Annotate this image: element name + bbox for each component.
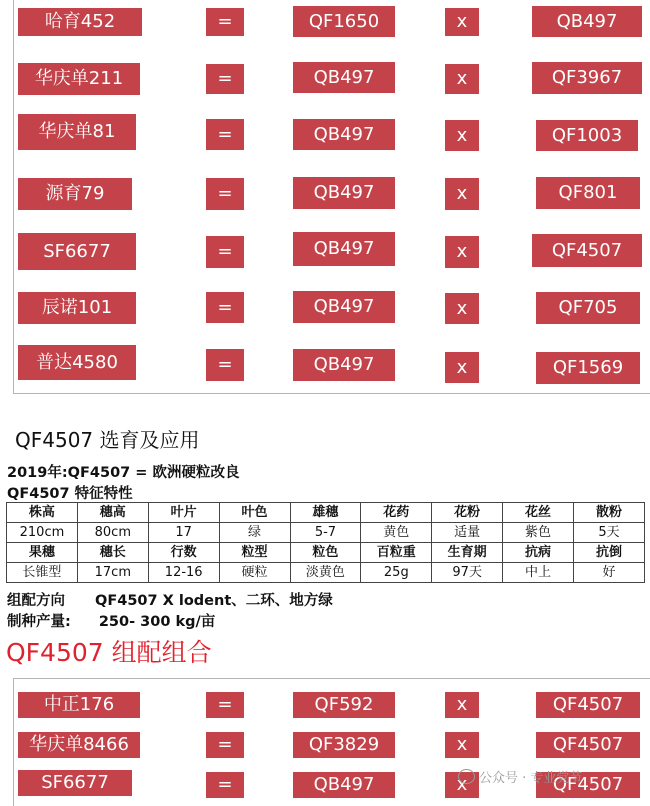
female-parent-chip: QF3829	[293, 732, 395, 758]
female-parent-chip: QB497	[293, 772, 395, 798]
male-parent-chip: QF1569	[536, 352, 640, 384]
table-cell: 粒色	[290, 543, 361, 563]
female-parent-chip: QF1650	[293, 6, 395, 37]
table-cell: 17	[148, 523, 219, 543]
table-cell: 淡黄色	[290, 563, 361, 583]
cross-chip: x	[445, 8, 479, 36]
variety-chip: 辰诺101	[18, 292, 136, 324]
table-cell: 80cm	[77, 523, 148, 543]
variety-chip: 源育79	[18, 178, 132, 210]
variety-chip: 中正176	[18, 692, 140, 718]
table-cell: 雄穗	[290, 503, 361, 523]
male-parent-chip: QF3967	[532, 62, 642, 94]
table-cell: 花丝	[503, 503, 574, 523]
table-cell: 抗倒	[574, 543, 645, 563]
table-cell: 抗病	[503, 543, 574, 563]
equals-chip: =	[206, 732, 244, 758]
table-cell: 中上	[503, 563, 574, 583]
table-cell: 百粒重	[361, 543, 432, 563]
cross-chip: x	[445, 772, 479, 798]
table-cell: 花药	[361, 503, 432, 523]
watermark-text: 公众号 · 专业党节	[479, 771, 583, 786]
table-cell: 生育期	[432, 543, 503, 563]
cross-chip: x	[445, 692, 479, 718]
variety-chip: 华庆单8466	[18, 732, 140, 758]
variety-chip: 华庆单81	[18, 114, 136, 150]
bottom-crosses-panel	[13, 678, 650, 806]
variety-chip: 普达4580	[18, 345, 136, 380]
female-parent-chip: QB497	[293, 349, 395, 381]
table-cell: 绿	[219, 523, 290, 543]
traits-table	[6, 502, 645, 583]
variety-chip: SF6677	[18, 233, 136, 270]
male-parent-chip: QF705	[536, 292, 640, 324]
variety-chip: SF6677	[18, 770, 132, 796]
table-cell: 行数	[148, 543, 219, 563]
table-cell: 散粉	[574, 503, 645, 523]
cross-chip: x	[445, 293, 479, 324]
table-cell: 紫色	[503, 523, 574, 543]
table-row	[7, 523, 645, 543]
female-parent-chip: QB497	[293, 232, 395, 266]
variety-chip: 华庆单211	[18, 63, 140, 95]
traits-title: QF4507 特征特性	[7, 486, 133, 502]
table-cell: 5天	[574, 523, 645, 543]
table-header-row	[7, 543, 645, 563]
cross-chip: x	[445, 64, 479, 94]
table-cell: 果穗	[7, 543, 78, 563]
table-row	[7, 563, 645, 583]
variety-chip: 哈育452	[18, 8, 142, 36]
male-parent-chip: QB497	[532, 6, 642, 37]
male-parent-chip: QF801	[536, 177, 640, 209]
male-parent-chip: QF4507	[536, 692, 640, 718]
table-cell: 97天	[432, 563, 503, 583]
female-parent-chip: QB497	[293, 177, 395, 209]
female-parent-chip: QB497	[293, 119, 395, 150]
table-cell: 好	[574, 563, 645, 583]
seed-yield-label: 制种产量:	[7, 614, 71, 630]
table-cell: 粒型	[219, 543, 290, 563]
female-parent-chip: QB497	[293, 62, 395, 93]
equals-chip: =	[206, 119, 244, 150]
table-cell: 25g	[361, 563, 432, 583]
equals-chip: =	[206, 292, 244, 323]
male-parent-chip: QF4507	[536, 732, 640, 758]
cross-chip: x	[445, 236, 479, 268]
cross-chip: x	[445, 178, 479, 210]
equals-chip: =	[206, 236, 244, 268]
table-cell: 17cm	[77, 563, 148, 583]
equals-chip: =	[206, 692, 244, 718]
table-cell: 叶色	[219, 503, 290, 523]
equals-chip: =	[206, 178, 244, 210]
cross-chip: x	[445, 120, 479, 151]
combo-direction-line	[7, 589, 333, 610]
table-cell: 穗长	[77, 543, 148, 563]
equals-chip: =	[206, 772, 244, 798]
table-cell: 适量	[432, 523, 503, 543]
combo-direction-label: 组配方向	[7, 593, 65, 609]
table-cell: 210cm	[7, 523, 78, 543]
equals-chip: =	[206, 64, 244, 94]
female-parent-chip: QF592	[293, 692, 395, 718]
table-cell: 5-7	[290, 523, 361, 543]
equals-chip: =	[206, 8, 244, 36]
table-cell: 株高	[7, 503, 78, 523]
combo-direction-value: QF4507 X lodent、二环、地方绿	[95, 593, 333, 609]
table-cell: 黄色	[361, 523, 432, 543]
origin-line: 2019年:QF4507 = 欧洲硬粒改良	[7, 465, 240, 481]
male-parent-chip: QF4507	[532, 234, 642, 267]
table-header-row	[7, 503, 645, 523]
equals-chip: =	[206, 349, 244, 381]
table-cell: 穗高	[77, 503, 148, 523]
male-parent-chip: QF4507	[536, 772, 640, 798]
table-cell: 叶片	[148, 503, 219, 523]
seed-yield-line	[7, 610, 215, 631]
cross-chip: x	[445, 352, 479, 383]
combo-title: QF4507 组配组合	[6, 638, 212, 667]
section-title: QF4507 选育及应用	[15, 428, 200, 452]
top-crosses-panel	[13, 0, 650, 394]
table-cell: 长锥型	[7, 563, 78, 583]
cross-chip: x	[445, 732, 479, 758]
table-cell: 硬粒	[219, 563, 290, 583]
wechat-icon	[458, 769, 475, 784]
watermark	[458, 767, 582, 786]
male-parent-chip: QF1003	[536, 120, 638, 151]
seed-yield-value: 250- 300 kg/亩	[98, 614, 216, 630]
table-cell: 花粉	[432, 503, 503, 523]
table-cell: 12-16	[148, 563, 219, 583]
female-parent-chip: QB497	[293, 291, 395, 323]
